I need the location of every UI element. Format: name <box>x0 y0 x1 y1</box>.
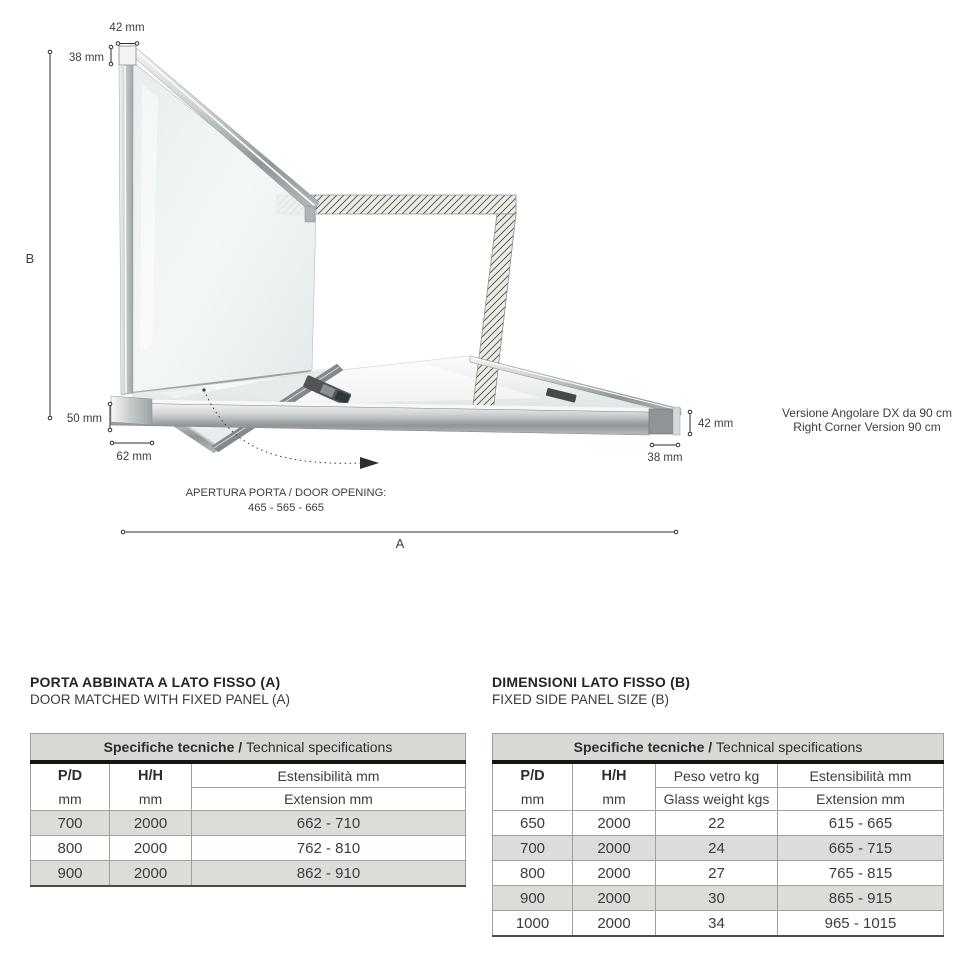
col-header-extension-en: Extension mm <box>192 788 466 811</box>
table-cell: 800 <box>493 861 573 886</box>
version-line1: Versione Angolare DX da 90 cm <box>781 406 953 420</box>
dim-38-right-label: 38 mm <box>647 452 683 464</box>
dim-38-top-label: 38 mm <box>68 52 104 64</box>
table-header-row <box>31 734 466 763</box>
fixed-spec-table <box>492 733 944 937</box>
table-header-row <box>493 734 944 763</box>
dim-38-top <box>69 45 113 66</box>
table-row <box>493 861 944 886</box>
header-rest-text: Technical specifications <box>246 739 393 755</box>
table-cell: 865 - 915 <box>778 886 944 911</box>
dim-42-right <box>688 410 733 436</box>
table-row <box>493 811 944 836</box>
column-header-row <box>493 762 944 788</box>
table-cell: 2000 <box>573 911 656 937</box>
door-table-title-en: DOOR MATCHED WITH FIXED PANEL (A) <box>30 692 291 707</box>
table-header-cell <box>493 734 944 763</box>
version-line2: Right Corner Version 90 cm <box>793 420 941 434</box>
dim-a-label: A <box>395 536 405 551</box>
dim-a-width <box>121 530 678 551</box>
table-cell: 662 - 710 <box>192 811 466 836</box>
table-cell: 665 - 715 <box>778 836 944 861</box>
table-cell: 800 <box>31 836 110 861</box>
table-cell: 2000 <box>110 836 192 861</box>
col-header-pd: P/D mm <box>31 762 110 811</box>
dim-50-left <box>67 402 112 432</box>
col-header-extension-it: Estensibilità mm <box>192 762 466 788</box>
col-header-glass-weight-en: Glass weight kgs <box>656 788 778 811</box>
table-cell: 2000 <box>110 861 192 887</box>
table-cell: 1000 <box>493 911 573 937</box>
table-cell: 762 - 810 <box>192 836 466 861</box>
dim-62-left <box>110 441 154 463</box>
fixed-panel <box>119 46 319 395</box>
dim-38-right <box>647 443 682 464</box>
dim-50-label: 50 mm <box>66 413 102 425</box>
table-cell: 862 - 910 <box>192 861 466 887</box>
table-row <box>493 836 944 861</box>
col-header-extension-en: Extension mm <box>778 788 944 811</box>
col-header-extension-it: Estensibilità mm <box>778 762 944 788</box>
col-header-pd: P/D mm <box>493 762 573 811</box>
table-cell: 2000 <box>110 811 192 836</box>
fixed-panel-table-block <box>492 674 944 937</box>
dim-b-height <box>26 50 52 420</box>
dim-62-label: 62 mm <box>116 451 152 463</box>
table-cell: 650 <box>493 811 573 836</box>
table-cell: 765 - 815 <box>778 861 944 886</box>
fixed-table-title-it: DIMENSIONI LATO FISSO (B) <box>492 674 691 690</box>
door-table-title-it: PORTA ABBINATA A LATO FISSO (A) <box>30 674 281 690</box>
table-row <box>31 836 466 861</box>
table-row <box>493 911 944 937</box>
table-cell: 2000 <box>573 836 656 861</box>
table-cell: 900 <box>493 886 573 911</box>
dim-42-top <box>109 22 144 45</box>
dim-42-right-label: 42 mm <box>698 418 734 430</box>
table-cell: 900 <box>31 861 110 887</box>
col-header-glass-weight-it: Peso vetro kg <box>656 762 778 788</box>
header-rest-text: Technical specifications <box>716 739 863 755</box>
table-row <box>493 886 944 911</box>
table-cell: 700 <box>493 836 573 861</box>
door-opening-note <box>186 487 387 514</box>
column-header-row <box>31 762 466 788</box>
table-cell: 22 <box>656 811 778 836</box>
door-opening-line1: APERTURA PORTA / DOOR OPENING: <box>185 487 387 499</box>
fixed-table-title-en: FIXED SIDE PANEL SIZE (B) <box>492 692 670 707</box>
table-cell: 700 <box>31 811 110 836</box>
table-cell: 965 - 1015 <box>778 911 944 937</box>
table-cell: 30 <box>656 886 778 911</box>
table-cell: 2000 <box>573 861 656 886</box>
col-header-hh: H/H mm <box>573 762 656 811</box>
table-header-cell <box>31 734 466 763</box>
table-cell: 2000 <box>573 886 656 911</box>
table-cell: 2000 <box>573 811 656 836</box>
header-bold-text: Specifiche tecniche / <box>573 739 717 755</box>
version-caption <box>782 406 952 434</box>
table-cell: 27 <box>656 861 778 886</box>
dim-42-top-label: 42 mm <box>109 22 145 34</box>
dim-b-label: B <box>25 251 35 266</box>
door-table-block <box>30 674 466 887</box>
table-cell: 34 <box>656 911 778 937</box>
table-cell: 24 <box>656 836 778 861</box>
door-spec-table <box>30 733 466 887</box>
table-row <box>31 811 466 836</box>
col-header-hh: H/H mm <box>110 762 192 811</box>
header-bold-text: Specifiche tecniche / <box>103 739 247 755</box>
table-row <box>31 861 466 887</box>
door-opening-line2: 465 - 565 - 665 <box>248 502 324 514</box>
table-cell: 615 - 665 <box>778 811 944 836</box>
